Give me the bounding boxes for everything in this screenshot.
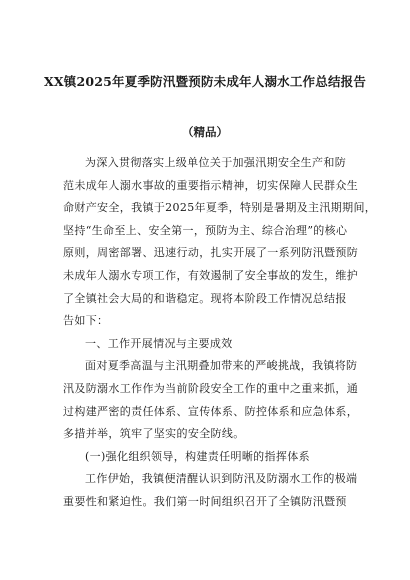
body-line: 范未成年人溺水事故的重要指示精神，切实保障人民群众生 bbox=[63, 178, 359, 192]
body-line: 过构建严密的责任体系、宣传体系、防控体系和应急体系， bbox=[63, 404, 359, 418]
body-line: 告如下： bbox=[63, 314, 109, 328]
body-line: 工作伊始，我镇便清醒认识到防汛及防溺水工作的极端 bbox=[85, 472, 358, 486]
document-body bbox=[63, 152, 377, 514]
body-line: 了全镇社会大局的和谐稳定。现将本阶段工作情况总结报 bbox=[63, 291, 347, 305]
body-line: 重要性和紧迫性。我们第一时间组织召开了全镇防汛暨预 bbox=[63, 494, 347, 508]
section-heading: 一、工作开展情况与主要成效 bbox=[85, 336, 233, 350]
body-line: 坚持“生命至上、安全第一，预防为主、综合治理”的核心 bbox=[63, 223, 348, 237]
document-subtitle: （精品） bbox=[182, 125, 228, 139]
body-line: 多措并举，筑牢了坚实的安全防线。 bbox=[63, 427, 245, 441]
body-line: 为深入贯彻落实上级单位关于加强汛期安全生产和防 bbox=[85, 156, 347, 169]
document-title: XX镇2025年夏季防汛暨预防未成年人溺水工作总结报告 bbox=[43, 74, 367, 89]
body-line: 汛及防溺水工作作为当前阶段安全工作的重中之重来抓，通 bbox=[63, 381, 359, 395]
subsection-heading: (一)强化组织领导，构建责任明晰的指挥体系 bbox=[85, 449, 310, 463]
body-line: 原则，周密部署、迅速行动，扎实开展了一系列防汛暨预防 bbox=[63, 246, 359, 260]
body-line: 未成年人溺水专项工作，有效遏制了安全事故的发生，维护 bbox=[63, 268, 359, 282]
body-line: 命财产安全，我镇于2025年夏季，特别是暑期及主汛期期间， bbox=[63, 201, 377, 215]
body-line: 面对夏季高温与主汛期叠加带来的严峻挑战，我镇将防 bbox=[85, 359, 358, 373]
